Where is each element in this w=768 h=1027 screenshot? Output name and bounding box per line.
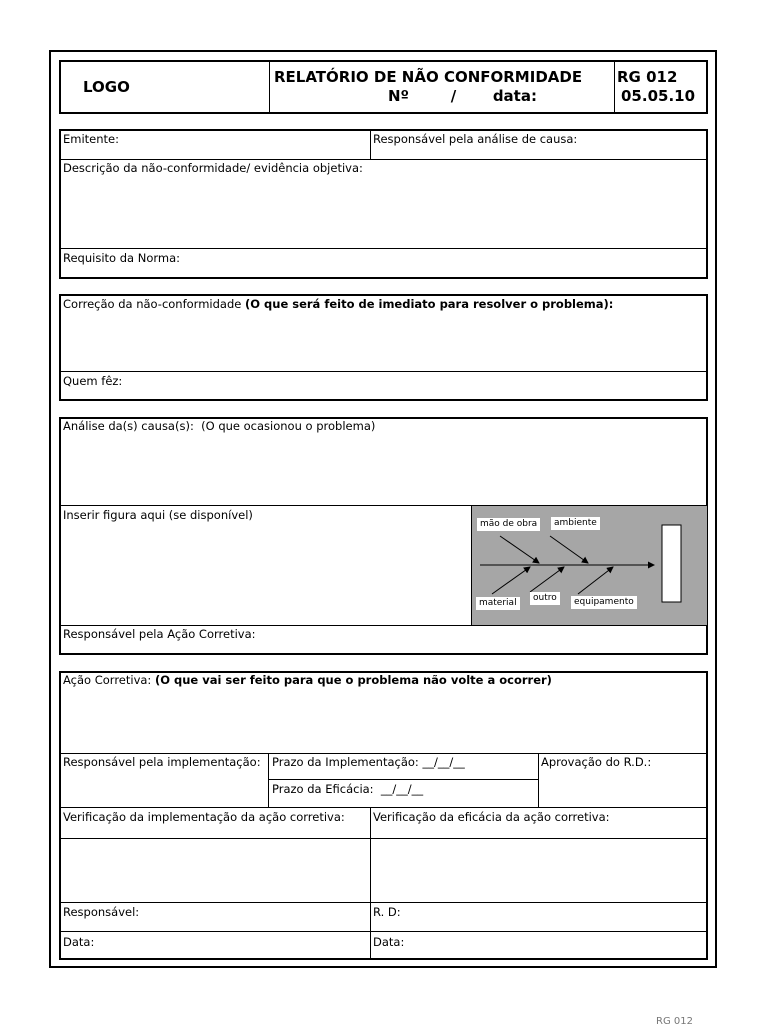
logo-placeholder: LOGO xyxy=(83,78,130,96)
acao-corretiva-text: Ação Corretiva: xyxy=(63,673,152,687)
acao-corretiva-label xyxy=(63,673,552,687)
verif-eficacia-label: Verificação da eficácia da ação corretiva: xyxy=(373,810,610,824)
effect-box xyxy=(662,525,681,602)
responsavel-acao-label: Responsável pela Ação Corretiva: xyxy=(63,627,256,641)
col-divider xyxy=(370,130,371,159)
row-divider xyxy=(60,625,707,626)
bone-ambiente xyxy=(550,536,588,563)
prazo-impl-label: Prazo da Implementação: __/__/__ xyxy=(272,755,465,769)
cause-material: material xyxy=(476,597,520,610)
emitente-label: Emitente: xyxy=(63,132,119,146)
row-divider xyxy=(60,807,707,808)
form-code: RG 012 xyxy=(617,68,678,86)
header-divider xyxy=(614,61,615,113)
row-divider xyxy=(269,779,538,780)
fishbone-diagram xyxy=(472,506,707,625)
revision-date: 05.05.10 xyxy=(621,87,696,105)
row-divider xyxy=(60,753,707,754)
analise-label: Análise da(s) causa(s): (O que ocasionou o problema) xyxy=(63,419,376,433)
responsavel-analise-label: Responsável pela análise de causa: xyxy=(373,132,578,146)
row-divider xyxy=(60,931,707,932)
bone-material xyxy=(492,567,530,594)
row-divider xyxy=(60,159,707,160)
aprovacao-label: Aprovação do R.D.: xyxy=(541,755,652,769)
row-divider xyxy=(60,838,707,839)
row-divider xyxy=(60,248,707,249)
row-divider xyxy=(60,371,707,372)
col-divider xyxy=(538,754,539,807)
col-divider xyxy=(268,754,269,807)
row-divider xyxy=(60,902,707,903)
responsavel-label: Responsável: xyxy=(63,905,140,919)
bone-outro xyxy=(530,567,564,592)
requisito-label: Requisito da Norma: xyxy=(63,251,181,265)
prazo-eficacia-label: Prazo da Eficácia: __/__/__ xyxy=(272,782,424,796)
data-right-label: Data: xyxy=(373,935,405,949)
inserir-figura-label: Inserir figura aqui (se disponível) xyxy=(63,508,253,522)
bone-equipamento xyxy=(578,567,613,594)
form-title: RELATÓRIO DE NÃO CONFORMIDADE xyxy=(274,68,583,86)
cause-outro: outro xyxy=(530,592,560,605)
descricao-label: Descrição da não-conformidade/ evidência objetiva: xyxy=(63,161,363,175)
acao-corretiva-instructions: (O que vai ser feito para que o problema não volte a ocorrer) xyxy=(154,673,552,687)
responsavel-impl-label: Responsável pela implementação: xyxy=(63,755,261,769)
number-date-line: Nº / data: xyxy=(388,87,537,105)
header-divider xyxy=(269,61,270,113)
bone-mao-de-obra xyxy=(500,536,539,563)
verif-impl-label: Verificação da implementação da ação corretiva: xyxy=(63,810,345,824)
cause-ambiente: ambiente xyxy=(551,517,600,530)
correcao-label xyxy=(63,297,613,311)
data-left-label: Data: xyxy=(63,935,95,949)
rd-label: R. D: xyxy=(373,905,401,919)
footer-code: RG 012 xyxy=(656,1016,693,1027)
cause-equipamento: equipamento xyxy=(571,596,637,609)
cause-mao-de-obra: mão de obra xyxy=(477,518,540,531)
col-divider xyxy=(370,808,371,959)
correcao-instructions: (O que será feito de imediato para resolver o problema): xyxy=(244,297,614,311)
quem-fez-label: Quem fêz: xyxy=(63,374,123,388)
correcao-text: Correção da não-conformidade xyxy=(63,297,242,311)
